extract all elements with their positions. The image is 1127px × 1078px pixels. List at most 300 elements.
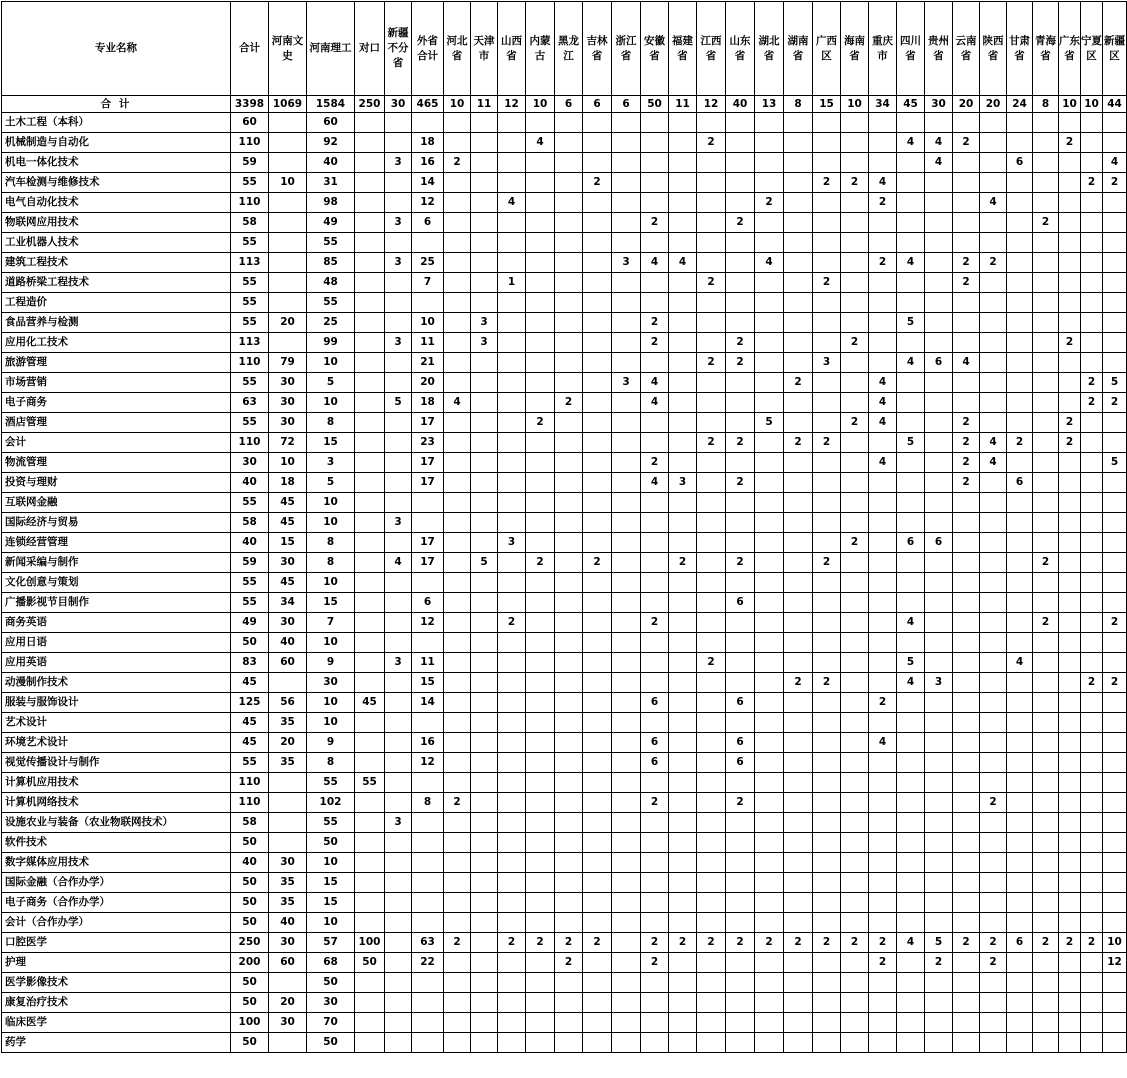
quota-cell <box>953 333 980 353</box>
quota-cell <box>784 393 813 413</box>
quota-cell <box>412 233 444 253</box>
quota-cell <box>269 673 307 693</box>
quota-cell: 99 <box>307 333 355 353</box>
column-header: 广东省 <box>1059 2 1081 96</box>
quota-cell: 59 <box>231 153 269 173</box>
quota-cell <box>526 513 555 533</box>
quota-cell <box>1081 893 1103 913</box>
quota-cell <box>726 493 755 513</box>
quota-cell <box>583 233 612 253</box>
quota-cell <box>980 833 1007 853</box>
quota-cell <box>498 353 526 373</box>
quota-cell <box>953 1013 980 1033</box>
quota-cell: 92 <box>307 133 355 153</box>
quota-cell: 102 <box>307 793 355 813</box>
quota-cell: 50 <box>231 893 269 913</box>
quota-cell <box>355 653 385 673</box>
quota-cell: 4 <box>1007 653 1033 673</box>
quota-cell <box>1103 473 1127 493</box>
quota-cell <box>612 473 641 493</box>
quota-cell: 3 <box>385 153 412 173</box>
table-row <box>2 273 1127 293</box>
quota-cell: 2 <box>583 933 612 953</box>
quota-cell <box>1081 113 1103 133</box>
quota-cell: 2 <box>953 273 980 293</box>
quota-cell <box>1103 293 1127 313</box>
quota-cell: 45 <box>269 573 307 593</box>
quota-cell: 10 <box>269 453 307 473</box>
quota-cell: 15 <box>269 533 307 553</box>
quota-cell <box>784 313 813 333</box>
column-header: 吉林省 <box>583 2 612 96</box>
quota-cell <box>1081 293 1103 313</box>
quota-cell <box>1007 813 1033 833</box>
quota-cell: 4 <box>897 673 925 693</box>
quota-cell <box>897 793 925 813</box>
column-header: 外省合计 <box>412 2 444 96</box>
quota-cell: 3 <box>471 313 498 333</box>
quota-cell <box>784 273 813 293</box>
quota-cell <box>555 253 583 273</box>
quota-cell <box>1033 853 1059 873</box>
quota-cell <box>641 173 669 193</box>
quota-cell <box>1033 693 1059 713</box>
major-name: 工程造价 <box>2 293 231 313</box>
major-name: 物流管理 <box>2 453 231 473</box>
quota-cell <box>869 793 897 813</box>
quota-cell <box>1059 913 1081 933</box>
quota-cell <box>498 553 526 573</box>
quota-cell <box>1007 753 1033 773</box>
major-name: 软件技术 <box>2 833 231 853</box>
quota-cell <box>641 633 669 653</box>
quota-cell <box>583 1033 612 1053</box>
quota-cell <box>897 213 925 233</box>
quota-cell: 2 <box>1059 413 1081 433</box>
quota-cell <box>1081 1013 1103 1033</box>
quota-cell <box>612 873 641 893</box>
quota-cell <box>412 973 444 993</box>
quota-cell <box>583 373 612 393</box>
quota-cell <box>355 193 385 213</box>
quota-cell <box>526 153 555 173</box>
quota-cell <box>385 893 412 913</box>
quota-cell <box>1059 573 1081 593</box>
quota-cell <box>1033 253 1059 273</box>
quota-cell: 14 <box>412 693 444 713</box>
quota-cell <box>385 113 412 133</box>
quota-cell <box>841 653 869 673</box>
quota-cell <box>612 493 641 513</box>
major-name: 计算机应用技术 <box>2 773 231 793</box>
quota-cell <box>444 813 471 833</box>
quota-cell <box>755 333 784 353</box>
quota-cell <box>355 853 385 873</box>
quota-cell <box>897 813 925 833</box>
quota-cell: 2 <box>784 673 813 693</box>
major-name: 动漫制作技术 <box>2 673 231 693</box>
quota-cell <box>841 253 869 273</box>
total-cell: 10 <box>526 96 555 113</box>
quota-cell <box>980 573 1007 593</box>
quota-cell <box>755 1013 784 1033</box>
table-row <box>2 653 1127 673</box>
quota-cell <box>583 613 612 633</box>
quota-cell <box>841 233 869 253</box>
quota-cell <box>641 193 669 213</box>
quota-cell <box>784 213 813 233</box>
quota-cell <box>612 593 641 613</box>
quota-cell <box>1103 853 1127 873</box>
quota-cell <box>498 953 526 973</box>
quota-cell <box>1059 993 1081 1013</box>
quota-cell <box>784 773 813 793</box>
major-name-header: 专业名称 <box>2 2 231 96</box>
quota-cell <box>612 853 641 873</box>
quota-cell <box>669 613 697 633</box>
quota-cell <box>897 993 925 1013</box>
quota-cell: 4 <box>755 253 784 273</box>
quota-cell <box>444 413 471 433</box>
quota-cell <box>784 613 813 633</box>
quota-cell <box>583 733 612 753</box>
major-name: 药学 <box>2 1033 231 1053</box>
quota-cell <box>784 973 813 993</box>
quota-cell <box>498 893 526 913</box>
major-name: 设施农业与装备（农业物联网技术） <box>2 813 231 833</box>
quota-cell: 30 <box>231 453 269 473</box>
quota-cell: 45 <box>269 493 307 513</box>
quota-cell <box>385 833 412 853</box>
quota-cell <box>1103 1013 1127 1033</box>
quota-cell <box>869 233 897 253</box>
quota-cell: 4 <box>641 473 669 493</box>
quota-cell <box>1007 213 1033 233</box>
quota-cell <box>385 593 412 613</box>
quota-cell <box>1059 253 1081 273</box>
quota-cell: 20 <box>269 993 307 1013</box>
quota-cell <box>1007 693 1033 713</box>
quota-cell <box>784 913 813 933</box>
quota-cell: 40 <box>269 633 307 653</box>
quota-cell <box>726 193 755 213</box>
quota-cell <box>612 233 641 253</box>
quota-cell <box>641 673 669 693</box>
quota-cell <box>612 933 641 953</box>
quota-cell <box>726 833 755 853</box>
quota-cell <box>385 453 412 473</box>
total-cell: 45 <box>897 96 925 113</box>
quota-cell <box>555 553 583 573</box>
quota-cell <box>526 853 555 873</box>
quota-cell <box>813 853 841 873</box>
quota-cell <box>1103 493 1127 513</box>
quota-cell <box>669 713 697 733</box>
quota-cell <box>755 673 784 693</box>
quota-cell <box>385 933 412 953</box>
quota-cell <box>641 513 669 533</box>
quota-cell: 12 <box>412 613 444 633</box>
quota-cell <box>444 533 471 553</box>
quota-cell: 18 <box>269 473 307 493</box>
quota-cell <box>612 133 641 153</box>
quota-cell <box>980 1013 1007 1033</box>
quota-cell <box>526 873 555 893</box>
quota-cell: 2 <box>953 453 980 473</box>
total-cell: 34 <box>869 96 897 113</box>
quota-cell <box>841 113 869 133</box>
quota-cell <box>897 973 925 993</box>
quota-cell <box>412 873 444 893</box>
quota-cell <box>755 453 784 473</box>
quota-cell: 25 <box>412 253 444 273</box>
quota-cell <box>444 433 471 453</box>
quota-cell <box>1103 553 1127 573</box>
quota-cell: 5 <box>1103 373 1127 393</box>
quota-cell: 6 <box>641 753 669 773</box>
quota-cell <box>813 1033 841 1053</box>
quota-cell <box>841 353 869 373</box>
quota-cell <box>813 513 841 533</box>
quota-cell <box>697 393 726 413</box>
major-name: 工业机器人技术 <box>2 233 231 253</box>
quota-cell <box>697 233 726 253</box>
quota-cell <box>897 773 925 793</box>
quota-cell <box>925 393 953 413</box>
quota-cell <box>841 613 869 633</box>
quota-cell <box>784 253 813 273</box>
quota-cell <box>784 793 813 813</box>
quota-cell <box>726 373 755 393</box>
quota-cell <box>841 393 869 413</box>
quota-cell: 3 <box>385 513 412 533</box>
column-header: 内蒙古 <box>526 2 555 96</box>
quota-cell <box>953 833 980 853</box>
quota-cell <box>841 573 869 593</box>
quota-cell <box>953 593 980 613</box>
quota-cell <box>355 673 385 693</box>
quota-cell <box>697 213 726 233</box>
major-name: 商务英语 <box>2 613 231 633</box>
quota-cell <box>471 413 498 433</box>
quota-cell <box>526 173 555 193</box>
quota-cell <box>1059 453 1081 473</box>
quota-cell <box>897 833 925 853</box>
quota-cell <box>669 113 697 133</box>
quota-cell <box>980 713 1007 733</box>
quota-cell <box>1033 313 1059 333</box>
quota-cell <box>1033 773 1059 793</box>
quota-cell: 30 <box>269 413 307 433</box>
quota-cell <box>755 293 784 313</box>
quota-cell: 110 <box>231 193 269 213</box>
quota-cell <box>498 593 526 613</box>
quota-cell <box>1007 873 1033 893</box>
quota-cell <box>355 353 385 373</box>
quota-cell <box>784 353 813 373</box>
quota-cell <box>412 1013 444 1033</box>
quota-cell <box>953 973 980 993</box>
quota-cell: 3 <box>385 653 412 673</box>
quota-cell <box>755 373 784 393</box>
quota-cell: 12 <box>412 193 444 213</box>
quota-cell <box>612 213 641 233</box>
quota-cell <box>1007 173 1033 193</box>
quota-cell <box>784 593 813 613</box>
quota-cell <box>555 573 583 593</box>
quota-cell <box>1081 233 1103 253</box>
quota-cell <box>841 713 869 733</box>
quota-cell <box>612 153 641 173</box>
quota-cell <box>385 773 412 793</box>
quota-cell <box>471 713 498 733</box>
quota-cell <box>669 633 697 653</box>
quota-cell: 10 <box>307 493 355 513</box>
quota-cell <box>841 553 869 573</box>
quota-cell <box>869 213 897 233</box>
quota-cell: 56 <box>269 693 307 713</box>
quota-cell: 2 <box>953 473 980 493</box>
quota-cell <box>526 613 555 633</box>
quota-cell: 68 <box>307 953 355 973</box>
quota-cell <box>813 373 841 393</box>
quota-cell <box>1059 893 1081 913</box>
quota-cell <box>555 653 583 673</box>
quota-cell <box>1007 113 1033 133</box>
total-cell: 11 <box>669 96 697 113</box>
quota-cell <box>726 273 755 293</box>
quota-cell <box>813 653 841 673</box>
quota-cell <box>953 793 980 813</box>
quota-cell <box>841 453 869 473</box>
quota-cell: 4 <box>1103 153 1127 173</box>
table-row <box>2 213 1127 233</box>
quota-cell: 2 <box>555 393 583 413</box>
quota-cell <box>1059 633 1081 653</box>
quota-cell <box>555 713 583 733</box>
quota-cell <box>1059 1013 1081 1033</box>
quota-cell <box>612 113 641 133</box>
quota-cell <box>897 153 925 173</box>
quota-cell <box>498 393 526 413</box>
quota-cell <box>980 413 1007 433</box>
column-header: 海南省 <box>841 2 869 96</box>
quota-cell: 2 <box>641 793 669 813</box>
quota-cell <box>755 633 784 653</box>
quota-cell <box>1103 333 1127 353</box>
quota-cell <box>583 573 612 593</box>
quota-cell <box>641 533 669 553</box>
quota-cell: 12 <box>412 753 444 773</box>
quota-cell <box>869 853 897 873</box>
quota-cell <box>444 133 471 153</box>
quota-cell <box>953 773 980 793</box>
major-name: 新闻采编与制作 <box>2 553 231 573</box>
quota-cell: 35 <box>269 753 307 773</box>
quota-cell <box>869 333 897 353</box>
quota-cell: 10 <box>307 693 355 713</box>
total-cell: 6 <box>583 96 612 113</box>
quota-cell <box>526 673 555 693</box>
quota-cell <box>953 853 980 873</box>
quota-cell <box>444 313 471 333</box>
quota-cell <box>641 893 669 913</box>
quota-cell <box>269 273 307 293</box>
quota-cell <box>784 513 813 533</box>
quota-cell <box>1007 1013 1033 1033</box>
quota-cell <box>583 393 612 413</box>
quota-cell <box>641 833 669 853</box>
quota-cell: 110 <box>231 773 269 793</box>
quota-cell: 125 <box>231 693 269 713</box>
quota-cell <box>953 753 980 773</box>
quota-cell: 2 <box>1081 933 1103 953</box>
quota-cell <box>755 473 784 493</box>
quota-cell <box>697 293 726 313</box>
quota-cell <box>471 573 498 593</box>
quota-cell <box>612 733 641 753</box>
quota-cell <box>498 453 526 473</box>
quota-cell <box>813 833 841 853</box>
quota-cell <box>612 953 641 973</box>
quota-cell <box>669 493 697 513</box>
quota-cell <box>669 273 697 293</box>
quota-cell <box>641 233 669 253</box>
quota-cell <box>1033 113 1059 133</box>
quota-cell <box>498 773 526 793</box>
quota-cell <box>1081 553 1103 573</box>
quota-cell <box>869 353 897 373</box>
quota-cell <box>726 853 755 873</box>
quota-cell <box>412 993 444 1013</box>
quota-cell <box>355 333 385 353</box>
quota-cell <box>355 173 385 193</box>
quota-cell: 48 <box>307 273 355 293</box>
quota-cell: 4 <box>897 353 925 373</box>
quota-cell <box>669 993 697 1013</box>
quota-cell <box>444 173 471 193</box>
table-row <box>2 933 1127 953</box>
quota-cell: 55 <box>355 773 385 793</box>
quota-cell: 8 <box>412 793 444 813</box>
quota-cell <box>498 513 526 533</box>
quota-cell <box>841 513 869 533</box>
quota-cell <box>1059 873 1081 893</box>
quota-cell <box>498 333 526 353</box>
quota-cell <box>755 493 784 513</box>
quota-cell: 35 <box>269 873 307 893</box>
quota-cell <box>953 533 980 553</box>
quota-cell: 6 <box>726 733 755 753</box>
quota-cell <box>669 853 697 873</box>
quota-cell <box>953 613 980 633</box>
quota-cell <box>1033 793 1059 813</box>
quota-cell <box>925 773 953 793</box>
quota-cell: 45 <box>231 673 269 693</box>
quota-cell <box>1007 793 1033 813</box>
quota-cell <box>869 553 897 573</box>
quota-cell <box>1033 893 1059 913</box>
quota-cell <box>841 493 869 513</box>
quota-cell: 83 <box>231 653 269 673</box>
quota-cell <box>1081 633 1103 653</box>
quota-cell: 10 <box>307 853 355 873</box>
quota-cell <box>612 353 641 373</box>
quota-cell <box>355 273 385 293</box>
quota-cell <box>697 973 726 993</box>
quota-cell <box>583 773 612 793</box>
quota-cell <box>612 173 641 193</box>
